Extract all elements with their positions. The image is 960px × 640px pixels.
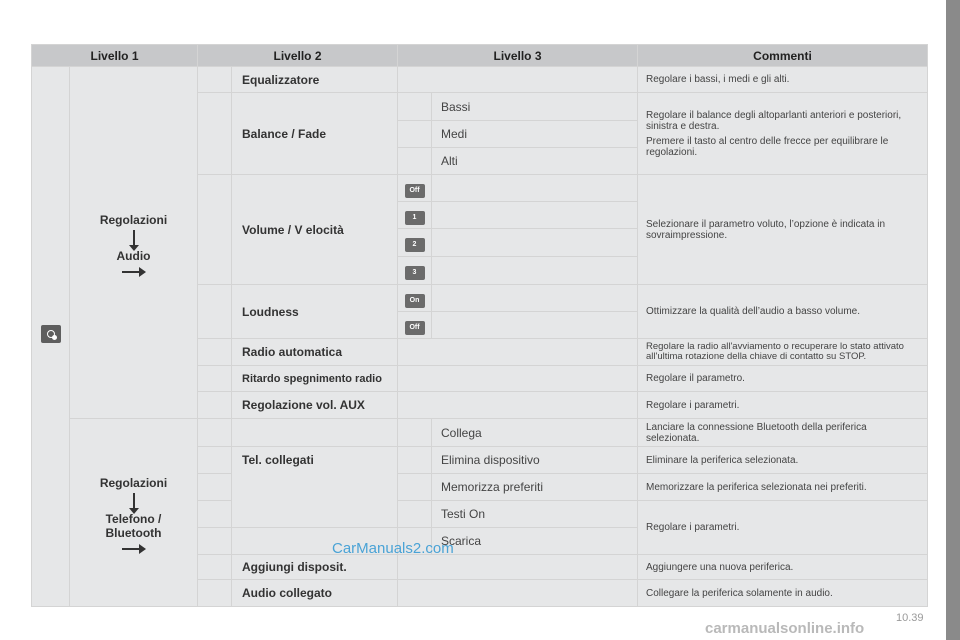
side-tab (946, 0, 960, 640)
on-button-icon: On (405, 294, 425, 308)
header-row (32, 45, 928, 67)
radio-automatica-comment: Regolare la radio all'avviamento o recuperare lo stato attivato all'ultima rotazione della chiave di contatto su STOP. (638, 339, 928, 366)
watermark: CarManuals2.com (332, 540, 454, 557)
equalizer-label: Equalizzatore (232, 67, 398, 93)
aux-volume-label: Regolazione vol. AUX (232, 392, 398, 419)
header-level-1: Livello 1 (32, 45, 198, 67)
settings-gear-icon (41, 325, 61, 343)
balance-option-medi: Medi (432, 121, 638, 148)
memorizza-comment: Memorizzare la periferica selezionata nei preferiti. (638, 474, 928, 501)
balance-fade-label: Balance / Fade (232, 93, 398, 175)
arrow-right-icon (122, 548, 140, 550)
radio-delay-label: Ritardo spegnimento radio (232, 366, 398, 392)
loudness-label: Loudness (232, 285, 398, 339)
balance-option-alti: Alti (432, 148, 638, 175)
collega-comment: Lanciare la connessione Bluetooth della periferica selezionata. (638, 419, 928, 447)
arrow-down-icon (133, 493, 135, 509)
header-level-3: Livello 3 (398, 45, 638, 67)
phone-settings-group: Regolazioni Telefono / Bluetooth (70, 419, 198, 607)
radio-automatica-label: Radio automatica (232, 339, 398, 366)
level-2-button-icon: 2 (405, 238, 425, 252)
arrow-down-icon (133, 230, 135, 246)
off-button-icon: Off (405, 321, 425, 335)
connected-option-elimina: Elimina dispositivo (432, 447, 638, 474)
elimina-comment: Eliminare la periferica selezionata. (638, 447, 928, 474)
arrow-right-icon (122, 271, 140, 273)
balance-option-bassi: Bassi (432, 93, 638, 121)
add-device-label: Aggiungi disposit. (232, 555, 398, 580)
equalizer-comment: Regolare i bassi, i medi e gli alti. (638, 67, 928, 93)
audio-collegato-comment: Collegare la periferica solamente in audio. (638, 580, 928, 607)
page-number: 10.39 (896, 612, 924, 624)
level-1-button-icon: 1 (405, 211, 425, 225)
audio-collegato-label: Audio collegato (232, 580, 398, 607)
off-button-icon: Off (405, 184, 425, 198)
connected-option-memorizza: Memorizza preferiti (432, 474, 638, 501)
connected-option-collega: Collega (432, 419, 638, 447)
tel-collegati-label: Tel. collegati (232, 447, 398, 528)
header-level-2: Livello 2 (198, 45, 398, 67)
aux-volume-comment: Regolare i parametri. (638, 392, 928, 419)
header-comments: Commenti (638, 45, 928, 67)
connected-option-testi: Testi On (432, 501, 638, 528)
volume-comment: Selezionare il parametro voluto, l’opzione è indicata in sovraimpressione. (638, 175, 928, 285)
testi-scarica-comment: Regolare i parametri. (638, 501, 928, 555)
balance-comment: Regolare il balance degli altoparlanti anteriori e posteriori, sinistra e destra. Premere il tasto al centro delle frecce per equilibrare le regolazioni. (638, 93, 928, 175)
loudness-comment: Ottimizzare la qualità dell’audio a basso volume. (638, 285, 928, 339)
connected-option-scarica: Scarica (432, 528, 638, 555)
add-device-comment: Aggiungere una nuova periferica. (638, 555, 928, 580)
audio-settings-group: Regolazioni Audio (70, 67, 198, 419)
level-3-button-icon: 3 (405, 266, 425, 280)
settings-icon-cell (32, 67, 70, 607)
radio-delay-comment: Regolare il parametro. (638, 366, 928, 392)
settings-table (31, 44, 928, 607)
footer-watermark: carmanualsonline.info (705, 620, 865, 637)
volume-speed-label: Volume / V elocità (232, 175, 398, 285)
